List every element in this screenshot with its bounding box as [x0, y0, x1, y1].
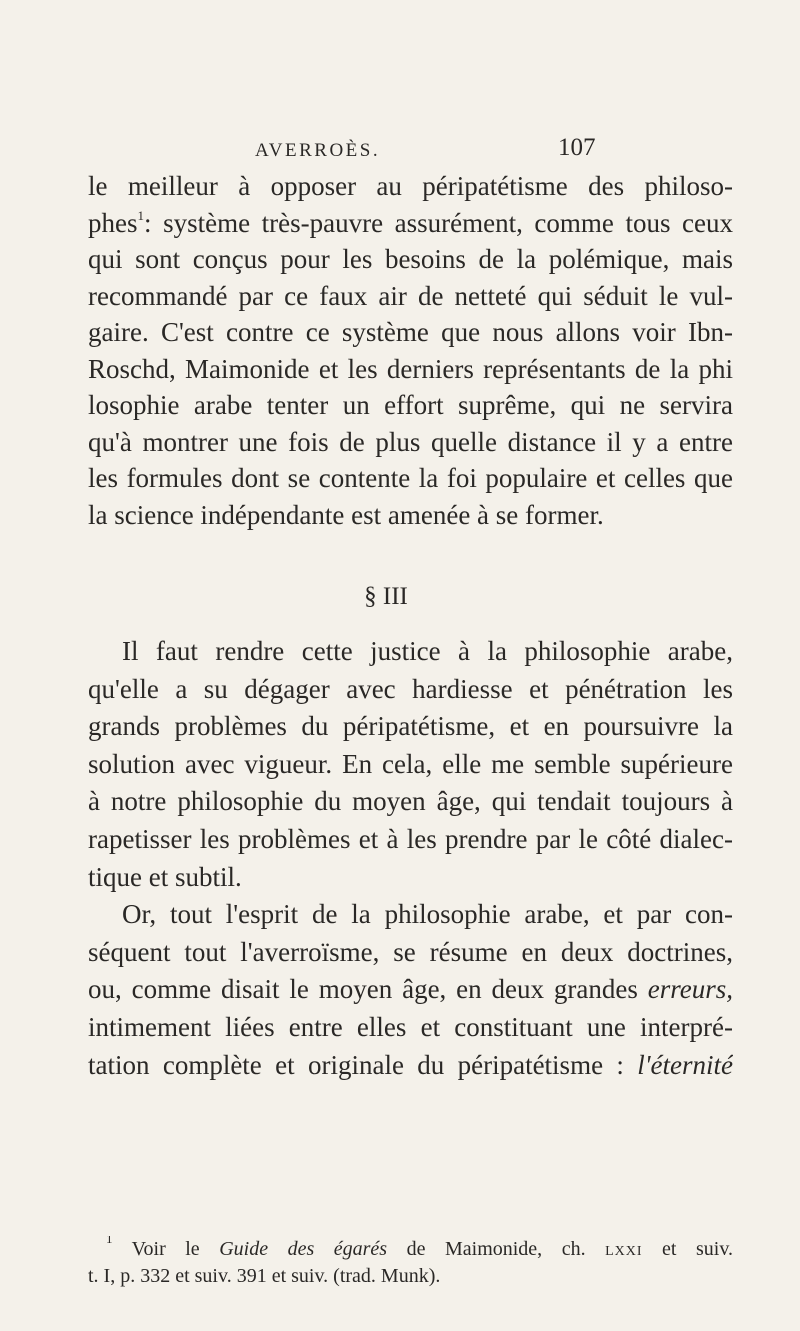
text-line: à notre philosophie du moyen âge, qui tendait toujours à: [88, 786, 733, 817]
footnote-ref: 1: [137, 207, 144, 223]
italic-term: l'éternité: [637, 1049, 733, 1080]
text-line: les formules dont se contente la foi populaire et celles que: [88, 463, 733, 493]
text-line: qui sont conçus pour les besoins de la polémique, mais: [88, 244, 733, 274]
text-line: la science indépendante est amenée à se former.: [88, 499, 604, 530]
text-line: qu'elle a su dégager avec hardiesse et pénétration les: [88, 673, 733, 704]
text-line: recommandé par ce faux air de netteté qui séduit le vul-: [88, 280, 733, 311]
running-title: AVERROÈS.: [255, 140, 381, 161]
text-line: qu'à montrer une fois de plus quelle distance il y a entre: [88, 426, 733, 457]
section-heading: § III: [364, 583, 408, 610]
footnote-line: $^1$ Voir le Guide des égarés de Maimonide, ch. lxxi et suiv.: [88, 1236, 733, 1263]
page-number: 107: [558, 134, 596, 161]
text-line: séquent tout l'averroïsme, se résume en deux doctrines,: [88, 936, 733, 967]
text-line: phes$^1$: système très-pauvre assurément, comme tous ceux: [88, 207, 733, 238]
text-line: intimement liées entre elles et constituant une interpré-: [88, 1011, 733, 1042]
italic-term: erreurs,: [647, 974, 733, 1005]
text-line: rapetisser les problèmes et à les prendre par le côté dialec-: [88, 823, 733, 854]
running-head: [0, 134, 800, 168]
text-line: Roschd, Maimonide et les derniers représentants de la phi: [88, 353, 733, 384]
text-line: losophie arabe tenter un effort suprême, qui ne servira: [88, 390, 733, 420]
text-line: tation complète et originale du péripatétisme : l'éternité: [88, 1049, 733, 1080]
footnotes: [88, 1236, 733, 1290]
text-line: ou, comme disait le moyen âge, en deux grandes erreurs,: [88, 974, 733, 1005]
paragraph-1: [88, 168, 733, 533]
text-line: solution avec vigueur. En cela, elle me semble supérieure: [88, 748, 733, 779]
text-line: le meilleur à opposer au péripatétisme des philoso-: [88, 171, 733, 201]
text-line: Or, tout l'esprit de la philosophie arabe, et par con-: [122, 899, 733, 930]
section-body: [88, 633, 733, 1084]
book-title: Guide des égarés: [219, 1238, 388, 1260]
footnote-marker: 1: [106, 1236, 113, 1246]
text-line: grands problèmes du péripatétisme, et en poursuivre la: [88, 711, 733, 742]
text-line: gaire. C'est contre ce système que nous allons voir Ibn-: [88, 317, 733, 347]
text-line: Il faut rendre cette justice à la philosophie arabe,: [122, 636, 733, 666]
footnote-line: t. I, p. 332 et suiv. 391 et suiv. (trad. Munk).: [88, 1265, 441, 1287]
text-line: tique et subtil.: [88, 861, 242, 892]
